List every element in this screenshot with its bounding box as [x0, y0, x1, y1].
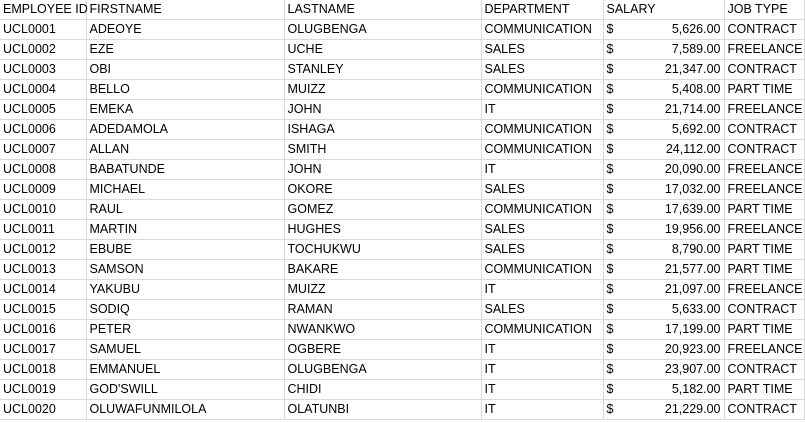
cell-currency-symbol[interactable]: $ [603, 40, 645, 60]
cell-salary[interactable]: 21,714.00 [645, 100, 724, 120]
cell-firstname[interactable]: SODIQ [86, 300, 284, 320]
cell-salary[interactable]: 24,112.00 [645, 140, 724, 160]
table-row [0, 280, 804, 300]
cell-currency-symbol[interactable]: $ [603, 400, 645, 420]
cell-employee-id[interactable]: UCL0019 [0, 380, 86, 400]
cell-currency-symbol[interactable]: $ [603, 380, 645, 400]
cell-department[interactable]: SALES [481, 220, 603, 240]
cell-firstname[interactable]: MICHAEL [86, 180, 284, 200]
cell-currency-symbol[interactable]: $ [603, 220, 645, 240]
cell-job-type[interactable]: CONTRACT [724, 120, 804, 140]
cell-firstname[interactable]: ADEDAMOLA [86, 120, 284, 140]
cell-lastname[interactable]: MUIZZ [284, 280, 481, 300]
cell-salary[interactable]: 5,633.00 [645, 300, 724, 320]
cell-firstname[interactable]: SAMSON [86, 260, 284, 280]
cell-job-type[interactable]: FREELANCE [724, 100, 804, 120]
table-row [0, 100, 804, 120]
cell-job-type[interactable]: FREELANCE [724, 180, 804, 200]
cell-employee-id[interactable]: UCL0004 [0, 80, 86, 100]
cell-department[interactable]: COMMUNICATION [481, 200, 603, 220]
cell-department[interactable]: COMMUNICATION [481, 260, 603, 280]
table-row [0, 20, 804, 40]
cell-job-type[interactable]: FREELANCE [724, 340, 804, 360]
cell-salary[interactable]: 7,589.00 [645, 40, 724, 60]
table-row [0, 320, 804, 340]
table-row [0, 300, 804, 320]
cell-department[interactable]: IT [481, 380, 603, 400]
cell-department[interactable]: IT [481, 400, 603, 420]
cell-job-type[interactable]: FREELANCE [724, 280, 804, 300]
cell-employee-id[interactable]: UCL0007 [0, 140, 86, 160]
cell-employee-id[interactable]: UCL0016 [0, 320, 86, 340]
table-row [0, 180, 804, 200]
header-cell-salary-amount[interactable] [645, 0, 724, 20]
cell-currency-symbol[interactable]: $ [603, 160, 645, 180]
cell-lastname[interactable]: JOHN [284, 160, 481, 180]
header-cell-lastname[interactable]: LASTNAME [284, 0, 481, 20]
cell-salary[interactable]: 5,692.00 [645, 120, 724, 140]
cell-department[interactable]: IT [481, 280, 603, 300]
cell-employee-id[interactable]: UCL0006 [0, 120, 86, 140]
cell-lastname[interactable]: ISHAGA [284, 120, 481, 140]
cell-currency-symbol[interactable]: $ [603, 180, 645, 200]
cell-lastname[interactable]: OKORE [284, 180, 481, 200]
cell-salary[interactable]: 5,408.00 [645, 80, 724, 100]
cell-job-type[interactable]: PART TIME [724, 260, 804, 280]
header-cell-job-type[interactable]: JOB TYPE [724, 0, 804, 20]
cell-lastname[interactable]: JOHN [284, 100, 481, 120]
cell-salary[interactable]: 17,032.00 [645, 180, 724, 200]
cell-employee-id[interactable]: UCL0010 [0, 200, 86, 220]
cell-lastname[interactable]: OLUGBENGA [284, 360, 481, 380]
cell-job-type[interactable]: CONTRACT [724, 140, 804, 160]
cell-employee-id[interactable]: UCL0008 [0, 160, 86, 180]
table-row [0, 140, 804, 160]
cell-salary[interactable]: 21,577.00 [645, 260, 724, 280]
cell-firstname[interactable]: EBUBE [86, 240, 284, 260]
cell-lastname[interactable]: STANLEY [284, 60, 481, 80]
cell-job-type[interactable]: CONTRACT [724, 360, 804, 380]
cell-currency-symbol[interactable]: $ [603, 120, 645, 140]
table-row [0, 160, 804, 180]
table-row [0, 380, 804, 400]
cell-lastname[interactable]: GOMEZ [284, 200, 481, 220]
table-row [0, 200, 804, 220]
cell-job-type[interactable]: PART TIME [724, 240, 804, 260]
cell-employee-id[interactable]: UCL0011 [0, 220, 86, 240]
cell-lastname[interactable]: MUIZZ [284, 80, 481, 100]
cell-department[interactable]: IT [481, 340, 603, 360]
table-row [0, 240, 804, 260]
cell-firstname[interactable]: YAKUBU [86, 280, 284, 300]
cell-employee-id[interactable]: UCL0015 [0, 300, 86, 320]
cell-firstname[interactable]: ADEOYE [86, 20, 284, 40]
cell-job-type[interactable]: CONTRACT [724, 400, 804, 420]
cell-lastname[interactable]: RAMAN [284, 300, 481, 320]
header-cell-firstname[interactable]: FIRSTNAME [86, 0, 284, 20]
cell-firstname[interactable]: MARTIN [86, 220, 284, 240]
cell-employee-id[interactable]: UCL0013 [0, 260, 86, 280]
cell-lastname[interactable]: SMITH [284, 140, 481, 160]
table-row [0, 80, 804, 100]
cell-firstname[interactable]: BABATUNDE [86, 160, 284, 180]
cell-firstname[interactable]: SAMUEL [86, 340, 284, 360]
cell-employee-id[interactable]: UCL0009 [0, 180, 86, 200]
cell-lastname[interactable]: UCHE [284, 40, 481, 60]
cell-department[interactable]: SALES [481, 60, 603, 80]
cell-job-type[interactable]: FREELANCE [724, 40, 804, 60]
cell-job-type[interactable]: CONTRACT [724, 20, 804, 40]
cell-job-type[interactable]: CONTRACT [724, 60, 804, 80]
cell-firstname[interactable]: RAUL [86, 200, 284, 220]
table-row [0, 340, 804, 360]
header-cell-employee-id[interactable]: EMPLOYEE ID [0, 0, 86, 20]
cell-lastname[interactable]: CHIDI [284, 380, 481, 400]
cell-salary[interactable]: 20,090.00 [645, 160, 724, 180]
cell-currency-symbol[interactable]: $ [603, 100, 645, 120]
cell-currency-symbol[interactable]: $ [603, 280, 645, 300]
cell-salary[interactable]: 5,626.00 [645, 20, 724, 40]
cell-lastname[interactable]: BAKARE [284, 260, 481, 280]
cell-department[interactable]: COMMUNICATION [481, 80, 603, 100]
table-row [0, 260, 804, 280]
header-cell-department[interactable]: DEPARTMENT [481, 0, 603, 20]
cell-employee-id[interactable]: UCL0017 [0, 340, 86, 360]
cell-firstname[interactable]: ALLAN [86, 140, 284, 160]
cell-department[interactable]: COMMUNICATION [481, 20, 603, 40]
cell-firstname[interactable]: OLUWAFUNMILOLA [86, 400, 284, 420]
cell-currency-symbol[interactable]: $ [603, 60, 645, 80]
cell-salary[interactable]: 19,956.00 [645, 220, 724, 240]
cell-employee-id[interactable]: UCL0020 [0, 400, 86, 420]
cell-currency-symbol[interactable]: $ [603, 240, 645, 260]
table-row [0, 60, 804, 80]
header-row [0, 0, 804, 20]
table-row [0, 220, 804, 240]
table-row [0, 40, 804, 60]
cell-department[interactable]: COMMUNICATION [481, 320, 603, 340]
cell-currency-symbol[interactable]: $ [603, 140, 645, 160]
cell-department[interactable]: IT [481, 100, 603, 120]
cell-employee-id[interactable]: UCL0001 [0, 20, 86, 40]
table-row [0, 400, 804, 420]
cell-currency-symbol[interactable]: $ [603, 260, 645, 280]
cell-department[interactable]: COMMUNICATION [481, 140, 603, 160]
cell-lastname[interactable]: OLUGBENGA [284, 20, 481, 40]
cell-salary[interactable]: 17,639.00 [645, 200, 724, 220]
cell-lastname[interactable]: OGBERE [284, 340, 481, 360]
cell-currency-symbol[interactable]: $ [603, 360, 645, 380]
cell-job-type[interactable]: FREELANCE [724, 160, 804, 180]
cell-employee-id[interactable]: UCL0002 [0, 40, 86, 60]
cell-currency-symbol[interactable]: $ [603, 200, 645, 220]
cell-department[interactable]: SALES [481, 180, 603, 200]
cell-salary[interactable]: 8,790.00 [645, 240, 724, 260]
cell-department[interactable]: SALES [481, 300, 603, 320]
cell-firstname[interactable]: PETER [86, 320, 284, 340]
cell-employee-id[interactable]: UCL0014 [0, 280, 86, 300]
cell-job-type[interactable]: PART TIME [724, 320, 804, 340]
cell-salary[interactable]: 17,199.00 [645, 320, 724, 340]
cell-job-type[interactable]: PART TIME [724, 380, 804, 400]
cell-currency-symbol[interactable]: $ [603, 320, 645, 340]
cell-department[interactable]: SALES [481, 240, 603, 260]
cell-salary[interactable]: 21,229.00 [645, 400, 724, 420]
cell-salary[interactable]: 20,923.00 [645, 340, 724, 360]
cell-department[interactable]: IT [481, 360, 603, 380]
cell-job-type[interactable]: CONTRACT [724, 300, 804, 320]
cell-lastname[interactable]: TOCHUKWU [284, 240, 481, 260]
cell-job-type[interactable]: PART TIME [724, 200, 804, 220]
cell-firstname[interactable]: EZE [86, 40, 284, 60]
header-cell-salary[interactable]: SALARY [603, 0, 645, 20]
cell-firstname[interactable]: EMMANUEL [86, 360, 284, 380]
cell-lastname[interactable]: HUGHES [284, 220, 481, 240]
cell-job-type[interactable]: PART TIME [724, 80, 804, 100]
cell-job-type[interactable]: FREELANCE [724, 220, 804, 240]
cell-employee-id[interactable]: UCL0018 [0, 360, 86, 380]
cell-salary[interactable]: 21,097.00 [645, 280, 724, 300]
cell-salary[interactable]: 21,347.00 [645, 60, 724, 80]
cell-employee-id[interactable]: UCL0003 [0, 60, 86, 80]
cell-currency-symbol[interactable]: $ [603, 340, 645, 360]
cell-currency-symbol[interactable]: $ [603, 300, 645, 320]
cell-firstname[interactable]: OBI [86, 60, 284, 80]
table-row [0, 360, 804, 380]
cell-firstname[interactable]: EMEKA [86, 100, 284, 120]
cell-firstname[interactable]: BELLO [86, 80, 284, 100]
cell-lastname[interactable]: NWANKWO [284, 320, 481, 340]
cell-currency-symbol[interactable]: $ [603, 20, 645, 40]
cell-firstname[interactable]: GOD'SWILL [86, 380, 284, 400]
cell-lastname[interactable]: OLATUNBI [284, 400, 481, 420]
cell-currency-symbol[interactable]: $ [603, 80, 645, 100]
cell-employee-id[interactable]: UCL0005 [0, 100, 86, 120]
cell-salary[interactable]: 5,182.00 [645, 380, 724, 400]
cell-salary[interactable]: 23,907.00 [645, 360, 724, 380]
table-row [0, 120, 804, 140]
cell-department[interactable]: SALES [481, 40, 603, 60]
cell-department[interactable]: IT [481, 160, 603, 180]
cell-department[interactable]: COMMUNICATION [481, 120, 603, 140]
cell-employee-id[interactable]: UCL0012 [0, 240, 86, 260]
